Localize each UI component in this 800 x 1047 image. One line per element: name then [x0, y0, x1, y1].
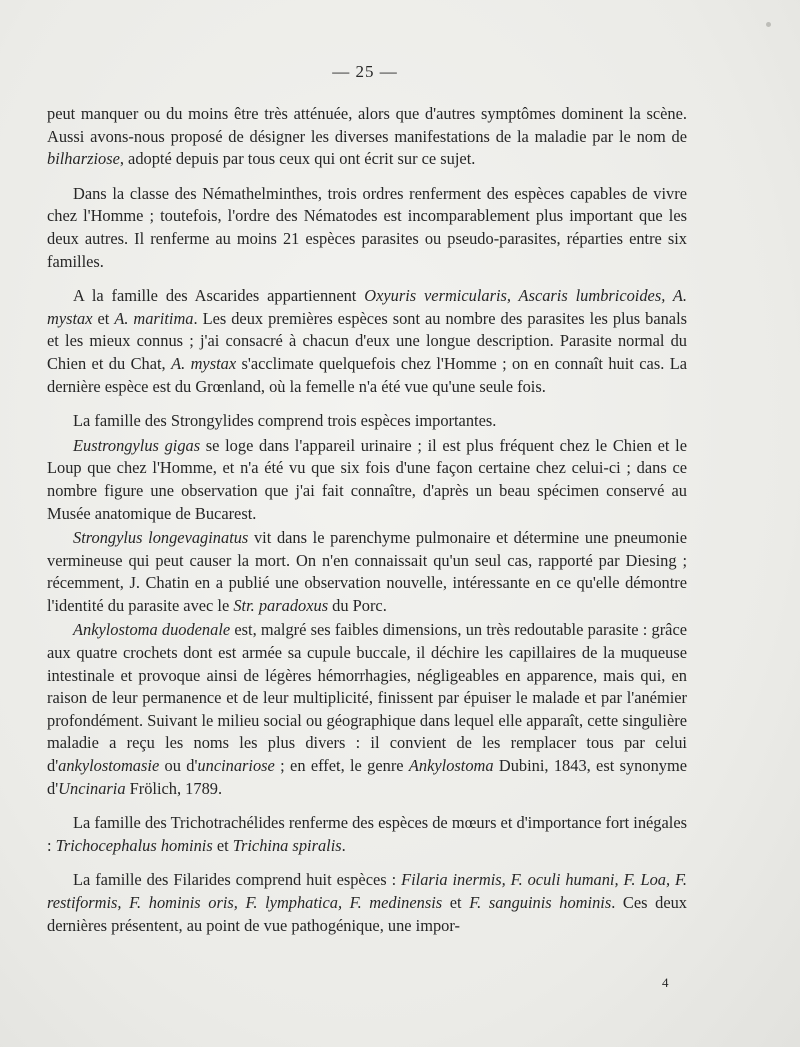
italic-term: Trichocephalus hominis — [55, 835, 213, 855]
text-segment: . — [341, 835, 346, 855]
text-segment: et — [442, 893, 470, 912]
page-number: — 25 — — [332, 62, 398, 81]
text-segment: . Ces deux dernières présentent, au point de vue pathogénique, une impor- — [47, 893, 688, 935]
italic-term: Strongylus longevaginatus — [73, 528, 249, 548]
text-segment: A la famille des Ascarides appartiennent — [73, 286, 365, 306]
text-segment: se loge dans l'appareil urinaire ; il est plus fréquent chez le Chien et le Loup que chez l'Homme, et n'a été vu que six fois d'une façon certaine chez celui-ci ; dans ce nombre figure une observation que j'ai fait connaître, d'après un beau spécimen conservé au Musée anatomique de Bucarest. — [47, 435, 688, 523]
text-segment: La famille des Filarides comprend huit espèces : — [73, 870, 402, 890]
text-segment: ; en effet, le genre — [274, 756, 409, 776]
paragraph-5 — [47, 435, 687, 525]
text-segment: peut manquer ou du moins être très atténuée, alors que d'autres symptômes dominent la scène. Aussi avons-nous proposé de désigner les diverses manifestations de la maladie par le nom de — [47, 104, 687, 146]
italic-term: A. maritima — [114, 308, 194, 328]
paragraph-3 — [47, 285, 687, 398]
paper-speck — [766, 22, 771, 27]
text-segment: du Porc. — [328, 595, 387, 615]
italic-term: Oxyuris vermicularis, Ascaris lumbricoides, A. mystax — [47, 286, 687, 328]
italic-term: Filaria inermis, F. oculi humani, F. Loa, F. restiformis, F. hominis oris, F. lymphatica, F. medinensis — [47, 870, 687, 912]
italic-term: Uncinaria — [58, 778, 126, 798]
italic-term: Eustrongylus gigas — [73, 435, 201, 455]
paragraph-9 — [47, 869, 687, 937]
paragraph-4 — [47, 410, 687, 433]
italic-term: bilharziose — [47, 149, 120, 169]
text-segment: Frölich, 1789. — [125, 778, 223, 798]
paragraph-6 — [47, 527, 687, 617]
text-segment: La famille des Strongylides comprend trois espèces importantes. — [73, 411, 497, 431]
text-segment: La famille des Trichotrachélides renferme des espèces de mœurs et d'importance fort inégales : — [47, 813, 687, 855]
paragraph-2 — [47, 183, 687, 273]
paragraph-8 — [47, 812, 687, 857]
text-segment: , adopté depuis par tous ceux qui ont écrit sur ce sujet. — [119, 149, 476, 169]
italic-term: uncinariose — [197, 756, 275, 776]
signature-mark: 4 — [662, 975, 669, 990]
italic-term: Ankylostoma duodenale — [73, 620, 231, 640]
paragraph-1 — [47, 103, 687, 171]
text-segment: est, malgré ses faibles dimensions, un très redoutable parasite : grâce aux quatre crochets dont est armée sa cupule buccale, il déchire les capillaires de la muqueuse intestinale et provoque ainsi de légères hémorrhagies, négligeables en apparence, mais qui, en raison de leur permanence et de leur multiplicité, finissent par épuiser le malade et par l'anémier profondément. Suivant le milieu social ou géographique dans lequel elle apparaît, cette singulière maladie a reçu les noms les plus divers : il convient de les remplacer tous par celui d' — [47, 620, 687, 776]
body-text — [47, 103, 687, 937]
text-segment: et — [212, 835, 233, 855]
italic-term: Ankylostoma — [408, 756, 494, 776]
text-segment: Dans la classe des Némathelminthes, trois ordres renferment des espèces capables de vivre chez l'Homme ; toutefois, l'ordre des Nématodes est incomparablement plus important que les deux autres. Il renferme au moins 21 espèces parasites ou pseudo-parasites, réparties entre six familles. — [47, 183, 687, 271]
italic-term: F. sanguinis hominis — [469, 893, 612, 912]
italic-term: Str. paradoxus — [233, 595, 329, 615]
italic-term: ankylostomasie — [58, 756, 160, 776]
text-segment: vit dans le parenchyme pulmonaire et détermine une pneumonie vermineuse qui peut causer la mort. On n'en connaissait qu'un seul cas, rapporté par Diesing ; récemment, J. Chatin en a publié une observation nouvelle, intéressante en ce qu'elle démontre l'identité du parasite avec le — [47, 528, 687, 615]
text-segment: Dubini, 1843, est synonyme d' — [47, 756, 687, 798]
text-segment: ou d' — [159, 756, 198, 776]
text-segment: . Les deux premières espèces sont au nombre des parasites les plus banals et les mieux connus ; j'ai consacré à chacun d'eux une longue description. Parasite normal du Chien et du Chat, — [47, 308, 688, 373]
text-segment: et — [92, 308, 115, 328]
paragraph-7 — [47, 619, 687, 800]
italic-term: Trichina spiralis — [232, 835, 342, 855]
text-segment: s'acclimate quelquefois chez l'Homme ; on en connaît huit cas. La dernière espèce est du Grœnland, où la femelle n'a été vue qu'une seule fois. — [47, 353, 687, 396]
italic-term: A. mystax — [171, 353, 237, 373]
